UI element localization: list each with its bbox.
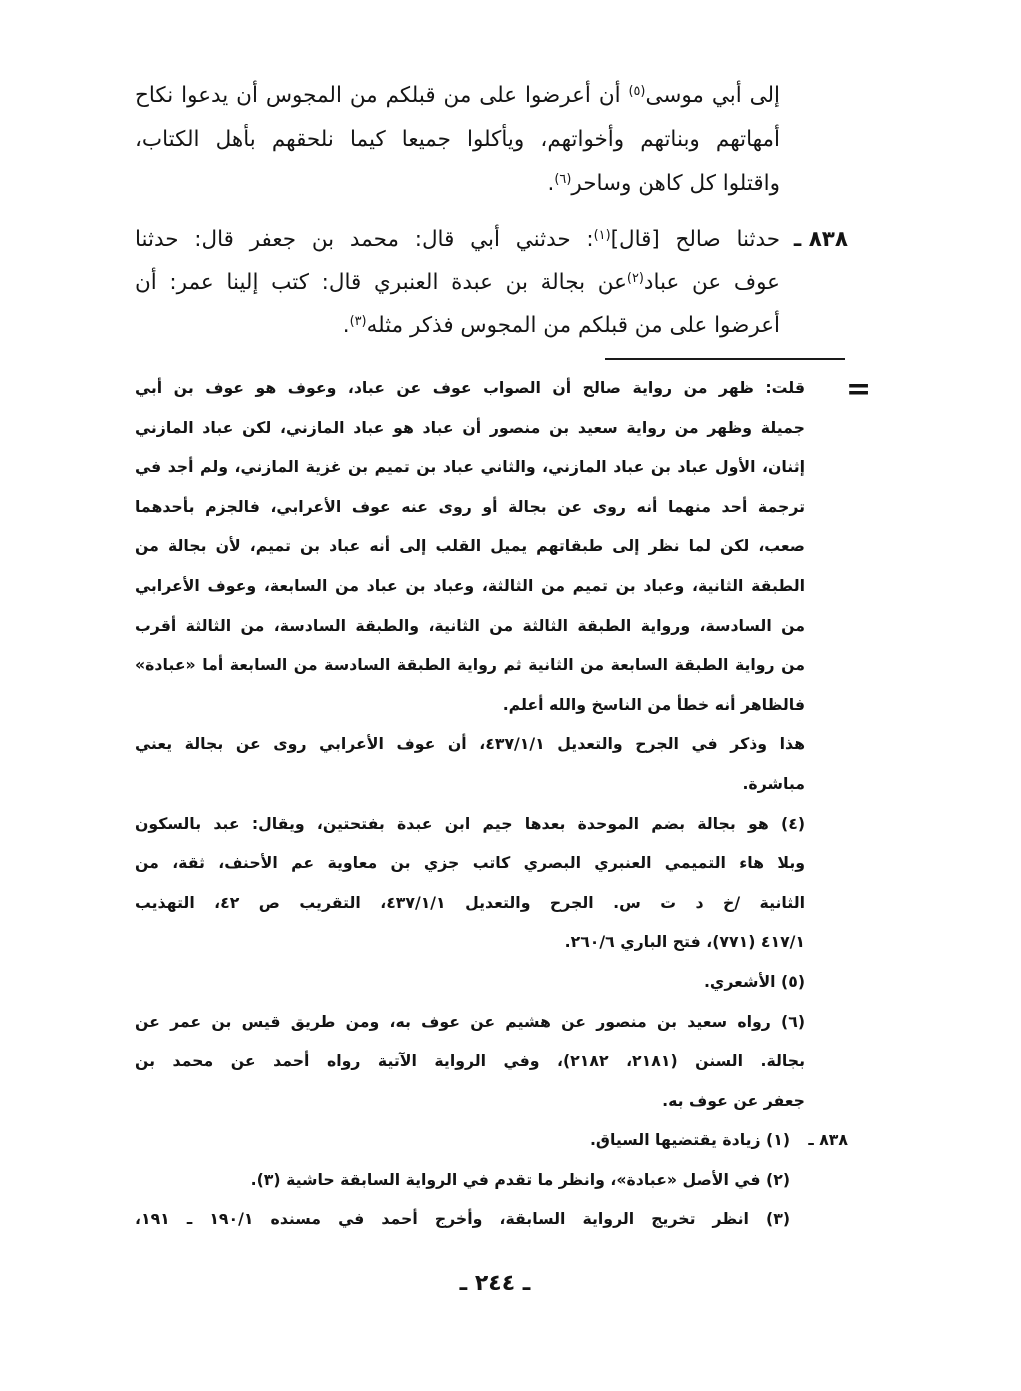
line-text: (٤) هو بجالة بضم الموحدة بعدها جيم ابن عبدة بفتحتين، ويقال: عبد بالسكون	[135, 813, 805, 833]
text-line	[135, 1081, 805, 1121]
text-line-content	[135, 1051, 805, 1070]
text-line-content	[565, 932, 805, 951]
line-text: إثنان، الأول عباد بن عباد المازني، والثاني عباد بن تميم بن غزية المازني، ولم أجد في	[135, 457, 805, 477]
text-line	[135, 1120, 790, 1160]
main-text-continuation	[135, 74, 780, 206]
text-line-content	[135, 1012, 805, 1031]
line-text: عن بجالة بن عبدة العنبري قال: كتب إلينا عمر: أن	[135, 270, 627, 295]
text-line	[135, 1041, 805, 1081]
text-line	[135, 304, 780, 347]
line-text: من السادسة، ورواية الطبقة الثالثة من الثانية، والطبقة السادسة، من الثالثة أقرب	[135, 615, 805, 635]
text-line-content	[135, 497, 805, 516]
line-text: الثانية /خ د ت س. الجرح والتعديل ٤٣٧/١/١، التقريب ص ٤٢، التهذيب	[135, 892, 805, 912]
paragraph	[135, 724, 805, 803]
text-line-content	[662, 1091, 805, 1110]
text-line	[135, 74, 780, 118]
line-text: فالظاهر أنه خطأ من الناسخ والله أعلم.	[502, 694, 805, 714]
line-text: ٤١٧/١ (٧٧١)، فتح الباري ٢٦٠/٦.	[564, 932, 805, 952]
text-line	[135, 1002, 805, 1042]
text-line-content	[135, 616, 805, 635]
line-text: أعرضوا على من قبلكم من المجوس فذكر مثله	[366, 313, 780, 338]
line-text: جعفر عن عوف به.	[662, 1090, 805, 1110]
line-text: .	[547, 171, 555, 196]
text-line	[135, 843, 805, 883]
text-line-content	[135, 536, 805, 555]
text-line-content	[135, 127, 780, 152]
text-line	[135, 804, 805, 844]
text-line	[135, 447, 805, 487]
footnotes-entry-838	[135, 1120, 848, 1239]
page-number: ـ ٢٤٤ ـ	[459, 1271, 531, 1296]
text-line-content	[135, 270, 780, 295]
text-line-content	[135, 655, 805, 674]
text-line-content	[135, 814, 805, 833]
paragraph	[135, 1002, 805, 1121]
line-text: عوف عن عباد	[643, 270, 780, 295]
text-line-content	[548, 171, 780, 196]
text-line-content	[135, 1209, 790, 1228]
text-line-content	[135, 418, 805, 437]
text-line	[135, 1199, 790, 1239]
footnote-ref-marker: (٣)	[349, 313, 367, 329]
line-text: صعب، لكن لما نظر إلى طبقاتهم يميل القلب إلى أنه عباد بن تميم، لأن بجالة من	[135, 536, 805, 556]
paragraph	[135, 804, 805, 962]
text-line-content	[503, 695, 805, 714]
line-text: من رواية الطبقة السابعة من الثانية ثم رواية الطبقة السادسة من السابعة أما «عبادة»	[135, 655, 805, 675]
footnotes-previous-entry	[135, 368, 805, 1120]
footnote-ref-marker: (٥)	[628, 83, 646, 99]
paragraph	[135, 1120, 790, 1160]
line-text: واقتلوا كل كاهن وساحر	[571, 171, 780, 196]
text-line-content	[704, 972, 805, 991]
line-text: (٦) رواه سعيد بن منصور عن هشيم عن عوف به، ومن طريق قيس بن عمر عن	[135, 1011, 805, 1031]
footnote-ref-marker: (٢)	[626, 270, 644, 286]
line-text: (١) زيادة يقتضيها السياق.	[589, 1130, 790, 1150]
line-text: بجالة. السنن (٢١٨١، ٢١٨٢)، وفي الرواية الآتية رواه أحمد عن محمد بن	[135, 1051, 806, 1071]
text-line	[135, 685, 805, 725]
text-line	[135, 408, 805, 448]
line-text: قلت: ظهر من رواية صالح أن الصواب عوف عن عباد، وعوف هو عوف بن أبي	[135, 378, 805, 397]
text-line-content	[135, 83, 780, 108]
footnote-separator	[605, 358, 845, 360]
footnote-ref-marker: (١)	[593, 227, 611, 243]
line-text: (٢) في الأصل «عبادة»، وانظر ما تقدم في الرواية السابقة حاشية (٣).	[250, 1169, 790, 1189]
text-line-content	[135, 457, 805, 476]
text-line	[135, 962, 805, 1002]
text-line-content	[343, 313, 780, 338]
text-line	[135, 368, 805, 408]
text-line	[135, 1160, 790, 1200]
text-line	[135, 261, 780, 304]
text-line-content	[135, 378, 805, 397]
text-line	[135, 606, 805, 646]
text-line-content	[251, 1170, 790, 1189]
line-text: أمهاتهم وبناتهم وأخواتهم، ويأكلوا جميعا كيما نلحقهم بأهل الكتاب،	[135, 127, 780, 152]
paragraph	[135, 1160, 790, 1200]
text-line	[135, 883, 805, 923]
line-text: : حدثني أبي قال: محمد بن جعفر قال: حدثنا	[135, 227, 594, 252]
footnote-continuation-mark: =	[846, 372, 872, 407]
paragraph	[135, 368, 805, 724]
text-line	[135, 218, 780, 261]
paragraph	[135, 1199, 790, 1239]
text-line	[135, 162, 780, 206]
text-line-content	[135, 227, 780, 252]
paragraph	[135, 74, 780, 206]
text-line-content	[135, 734, 805, 753]
text-line-content	[135, 576, 805, 595]
line-text: إلى أبي موسى	[645, 83, 780, 108]
line-text: حدثنا صالح [قال]	[610, 227, 780, 252]
line-text: وبلا هاء التميمي العنبري البصري كاتب جزي بن معاوية عم الأحنف، ثقة، من	[135, 853, 805, 873]
text-line	[135, 526, 805, 566]
line-text: جميلة وظهر من رواية سعيد بن منصور أن عباد هو عباد المازني، لكن عباد المازني	[135, 417, 805, 437]
footnotes	[135, 368, 848, 1239]
text-line	[135, 764, 805, 804]
paragraph	[135, 218, 780, 347]
entry-number: ٨٣٨ ـ	[808, 1130, 848, 1150]
text-line-content	[742, 774, 805, 793]
text-line	[135, 645, 805, 685]
line-text: ترجمة أحد منهما أنه روى عن بجالة أو روى عنه عوف الأعرابي، فالجزم بأحدهما	[135, 496, 805, 516]
text-line	[135, 922, 805, 962]
text-line-content	[135, 853, 805, 872]
line-text: .	[342, 313, 350, 338]
line-text: أن أعرضوا على من قبلكم من المجوس أن يدعوا نكاح	[135, 83, 629, 108]
entry-number: ٨٣٨ ـ	[793, 227, 848, 252]
paragraph	[135, 962, 805, 1002]
hadith-838	[135, 218, 848, 347]
line-text: مباشرة.	[742, 773, 805, 793]
text-line	[135, 566, 805, 606]
line-text: هذا وذكر في الجرح والتعديل ٤٣٧/١/١، أن عوف الأعرابي روى عن بجالة يعني	[135, 734, 805, 754]
text-line	[135, 487, 805, 527]
text-line-content	[590, 1130, 790, 1149]
text-line	[135, 118, 780, 162]
text-line	[135, 724, 805, 764]
line-text: (٥) الأشعري.	[703, 971, 805, 991]
line-text: (٣) انظر تخريج الرواية السابقة، وأخرج أحمد في مسنده ١٩٠/١ ـ ١٩١،	[135, 1209, 790, 1229]
text-line-content	[135, 893, 805, 912]
line-text: الطبقة الثانية، وعباد بن تميم من الثالثة، وعباد بن عباد من السابعة، وعوف الأعرابي	[135, 575, 805, 595]
footnote-ref-marker: (٦)	[554, 171, 572, 187]
